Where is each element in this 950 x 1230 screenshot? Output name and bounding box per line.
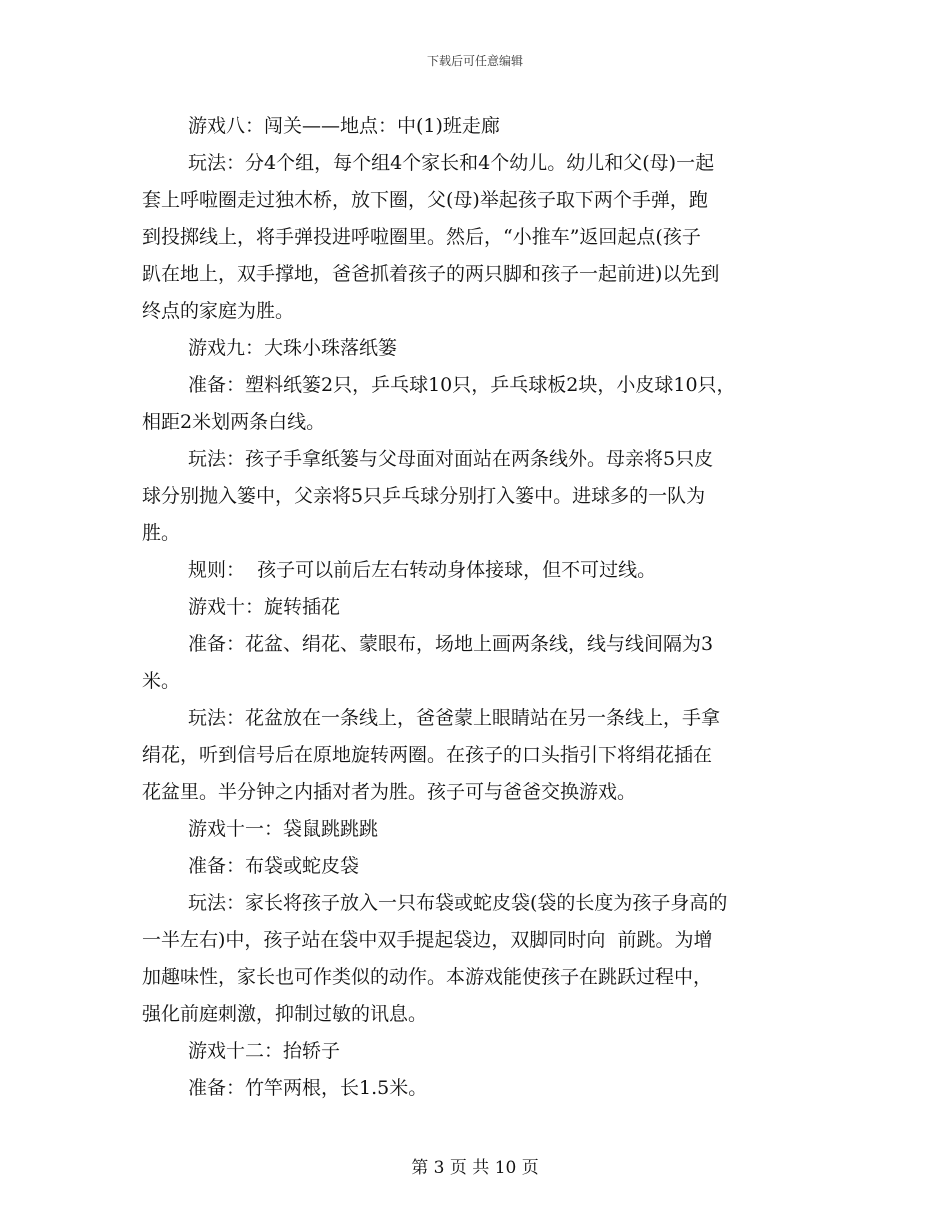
text-line: 准备：花盆、绢花、蒙眼布，场地上画两条线，线与线间隔为3: [188, 633, 714, 655]
text-line: 一半左右)中，孩子站在袋中双手提起袋边，双脚同时向 前跳。为增: [142, 929, 713, 951]
text-line: 玩法：花盆放在一条线上，爸爸蒙上眼睛站在另一条线上，手拿: [188, 707, 721, 729]
text-line: 准备：布袋或蛇皮袋: [188, 855, 360, 877]
text-line: 加趣味性，家长也可作类似的动作。本游戏能使孩子在跳跃过程中，: [142, 966, 713, 988]
text-line: 游戏八：闯关——地点：中(1)班走廊: [188, 115, 500, 137]
text-line: 米。: [142, 670, 181, 692]
text-line: 准备：塑料纸篓2只，乒乓球10只，乒乓球板2块，小皮球10只，: [188, 374, 736, 396]
text-line: 玩法：分4个组，每个组4个家长和4个幼儿。幼儿和父(母)一起: [188, 152, 715, 174]
text-line: 胜。: [142, 522, 181, 544]
text-line: 趴在地上，双手撑地，爸爸抓着孩子的两只脚和孩子一起前进)以先到: [142, 263, 720, 285]
text-line: 套上呼啦圈走过独木桥，放下圈，父(母)举起孩子取下两个手弹，跑: [142, 189, 708, 211]
text-line: 玩法：家长将孩子放入一只布袋或蛇皮袋(袋的长度为孩子身高的: [188, 892, 728, 914]
text-line: 花盆里。半分钟之内插对者为胜。孩子可与爸爸交换游戏。: [142, 781, 637, 803]
text-line: 准备：竹竿两根，长1.5米。: [188, 1077, 428, 1099]
text-line: 相距2米划两条白线。: [142, 411, 326, 433]
document-body: [142, 108, 832, 1107]
text-line: 到投掷线上，将手弹投进呼啦圈里。然后，“小推车”返回起点(孩子: [142, 226, 701, 248]
text-line: 游戏十二：抬轿子: [188, 1040, 341, 1062]
page-footer: 第 3 页 共 10 页: [411, 1158, 539, 1178]
text-line: 玩法：孩子手拿纸篓与父母面对面站在两条线外。母亲将5只皮: [188, 448, 714, 470]
text-line: 游戏九：大珠小珠落纸篓: [188, 337, 398, 359]
text-line: 规则： 孩子可以前后左右转动身体接球，但不可过线。: [188, 559, 657, 581]
text-line: 强化前庭刺激，抑制过敏的讯息。: [142, 1003, 428, 1025]
text-line: 终点的家庭为胜。: [142, 300, 295, 322]
text-block: [142, 108, 832, 1107]
text-line: 球分别抛入篓中，父亲将5只乒乓球分别打入篓中。进球多的一队为: [142, 485, 706, 507]
page-header: 下载后可任意编辑: [426, 54, 523, 68]
text-line: 游戏十：旋转插花: [188, 596, 341, 618]
text-line: 绢花，听到信号后在原地旋转两圈。在孩子的口头指引下将绢花插在: [142, 744, 713, 766]
text-line: 游戏十一：袋鼠跳跳跳: [188, 818, 379, 840]
